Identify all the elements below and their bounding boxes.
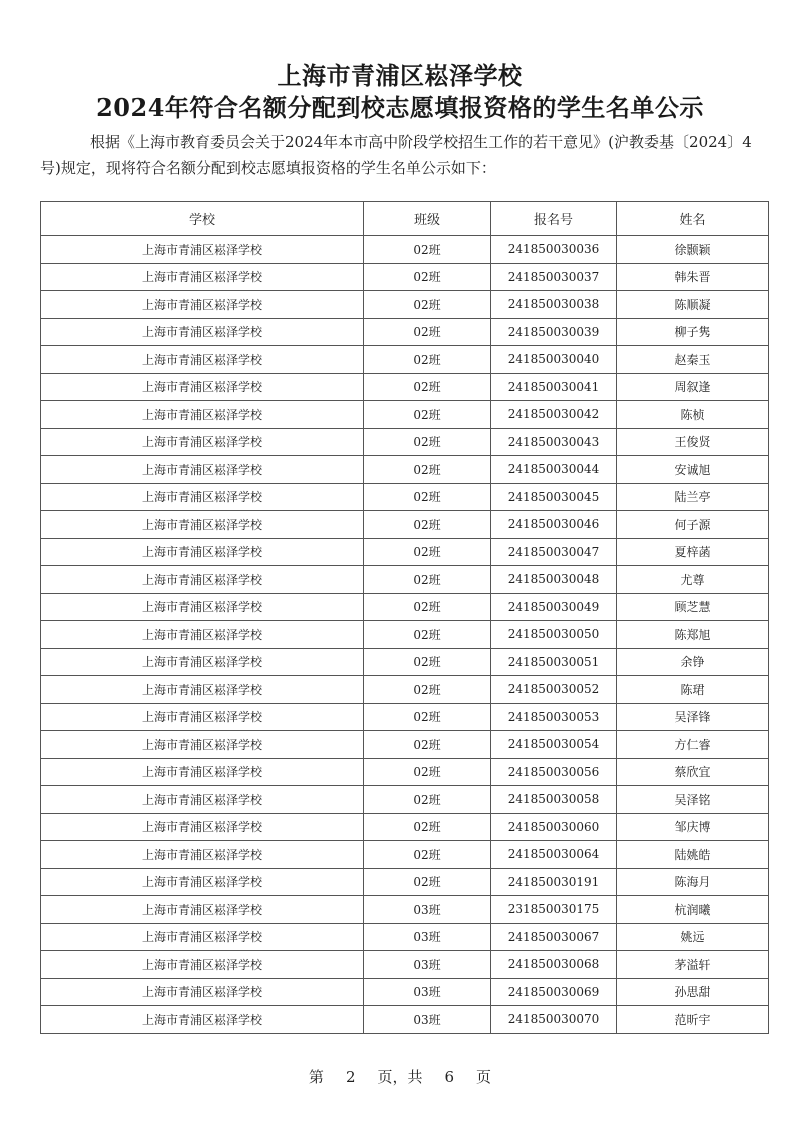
cell-school: 上海市青浦区崧泽学校 (41, 731, 364, 759)
cell-school: 上海市青浦区崧泽学校 (41, 841, 364, 869)
cell-registration-number: 241850030044 (491, 456, 617, 484)
cell-registration-number: 231850030175 (491, 896, 617, 924)
header-registration-number: 报名号 (491, 202, 617, 236)
cell-registration-number: 241850030069 (491, 978, 617, 1006)
cell-school: 上海市青浦区崧泽学校 (41, 236, 364, 264)
student-list-table (40, 201, 769, 1034)
cell-registration-number: 241850030037 (491, 263, 617, 291)
cell-registration-number: 241850030046 (491, 511, 617, 539)
cell-class: 02班 (364, 813, 491, 841)
cell-name: 陆兰亭 (617, 483, 769, 511)
cell-name: 孙思甜 (617, 978, 769, 1006)
cell-class: 03班 (364, 896, 491, 924)
header-name: 姓名 (617, 202, 769, 236)
cell-registration-number: 241850030038 (491, 291, 617, 319)
table-row (41, 318, 769, 346)
cell-school: 上海市青浦区崧泽学校 (41, 566, 364, 594)
page-middle: 页，共 (377, 1068, 423, 1086)
table-row (41, 593, 769, 621)
cell-class: 02班 (364, 511, 491, 539)
table-row (41, 236, 769, 264)
table-row (41, 456, 769, 484)
cell-name: 姚远 (617, 923, 769, 951)
cell-registration-number: 241850030039 (491, 318, 617, 346)
table-row (41, 896, 769, 924)
cell-class: 02班 (364, 428, 491, 456)
table-header-row (41, 202, 769, 236)
table-row (41, 483, 769, 511)
cell-name: 杭润曦 (617, 896, 769, 924)
cell-registration-number: 241850030040 (491, 346, 617, 374)
table-row (41, 428, 769, 456)
table-row (41, 813, 769, 841)
cell-name: 徐颢颖 (617, 236, 769, 264)
cell-registration-number: 241850030050 (491, 621, 617, 649)
cell-registration-number: 241850030036 (491, 236, 617, 264)
cell-school: 上海市青浦区崧泽学校 (41, 951, 364, 979)
cell-school: 上海市青浦区崧泽学校 (41, 511, 364, 539)
cell-name: 赵秦玉 (617, 346, 769, 374)
page-suffix: 页 (476, 1068, 492, 1086)
cell-school: 上海市青浦区崧泽学校 (41, 923, 364, 951)
cell-name: 陈桢 (617, 401, 769, 429)
table-row (41, 511, 769, 539)
cell-registration-number: 241850030045 (491, 483, 617, 511)
cell-registration-number: 241850030191 (491, 868, 617, 896)
document-title: 上海市青浦区崧泽学校 (277, 61, 523, 90)
table-row (41, 1006, 769, 1034)
cell-class: 03班 (364, 1006, 491, 1034)
table-row (41, 758, 769, 786)
cell-name: 陈海月 (617, 868, 769, 896)
cell-registration-number: 241850030042 (491, 401, 617, 429)
cell-name: 韩朱晋 (617, 263, 769, 291)
cell-name: 方仁睿 (617, 731, 769, 759)
cell-registration-number: 241850030056 (491, 758, 617, 786)
cell-class: 02班 (364, 648, 491, 676)
table-row (41, 538, 769, 566)
cell-school: 上海市青浦区崧泽学校 (41, 1006, 364, 1034)
cell-class: 02班 (364, 346, 491, 374)
table-body (41, 236, 769, 1034)
cell-name: 周叙逢 (617, 373, 769, 401)
cell-name: 蔡欣宜 (617, 758, 769, 786)
cell-class: 02班 (364, 868, 491, 896)
cell-name: 安诚旭 (617, 456, 769, 484)
cell-school: 上海市青浦区崧泽学校 (41, 621, 364, 649)
page-current: 2 (345, 1068, 356, 1086)
table-row (41, 401, 769, 429)
cell-class: 02班 (364, 758, 491, 786)
cell-class: 02班 (364, 593, 491, 621)
cell-class: 02班 (364, 318, 491, 346)
table-row (41, 263, 769, 291)
table-row (41, 703, 769, 731)
cell-class: 02班 (364, 676, 491, 704)
cell-school: 上海市青浦区崧泽学校 (41, 318, 364, 346)
cell-class: 03班 (364, 951, 491, 979)
table-row (41, 868, 769, 896)
cell-registration-number: 241850030041 (491, 373, 617, 401)
cell-class: 02班 (364, 538, 491, 566)
table-row (41, 731, 769, 759)
cell-class: 02班 (364, 401, 491, 429)
cell-class: 02班 (364, 236, 491, 264)
cell-school: 上海市青浦区崧泽学校 (41, 786, 364, 814)
cell-registration-number: 241850030052 (491, 676, 617, 704)
table-row (41, 786, 769, 814)
page-footer (0, 1066, 800, 1087)
cell-registration-number: 241850030049 (491, 593, 617, 621)
cell-school: 上海市青浦区崧泽学校 (41, 538, 364, 566)
cell-name: 吴泽铭 (617, 786, 769, 814)
cell-registration-number: 241850030053 (491, 703, 617, 731)
cell-name: 邹庆博 (617, 813, 769, 841)
table-row (41, 373, 769, 401)
table-row (41, 951, 769, 979)
cell-school: 上海市青浦区崧泽学校 (41, 978, 364, 1006)
cell-school: 上海市青浦区崧泽学校 (41, 346, 364, 374)
cell-registration-number: 241850030064 (491, 841, 617, 869)
cell-class: 03班 (364, 923, 491, 951)
cell-name: 范昕宇 (617, 1006, 769, 1034)
cell-name: 尤尊 (617, 566, 769, 594)
cell-class: 02班 (364, 786, 491, 814)
cell-name: 吴泽锋 (617, 703, 769, 731)
cell-registration-number: 241850030058 (491, 786, 617, 814)
cell-class: 02班 (364, 456, 491, 484)
cell-name: 陆姚皓 (617, 841, 769, 869)
cell-school: 上海市青浦区崧泽学校 (41, 676, 364, 704)
table-row (41, 841, 769, 869)
page-total: 6 (444, 1068, 455, 1086)
cell-registration-number: 241850030051 (491, 648, 617, 676)
cell-registration-number: 241850030070 (491, 1006, 617, 1034)
cell-school: 上海市青浦区崧泽学校 (41, 483, 364, 511)
cell-name: 陈郑旭 (617, 621, 769, 649)
cell-class: 02班 (364, 621, 491, 649)
table-row (41, 621, 769, 649)
table-row (41, 566, 769, 594)
cell-registration-number: 241850030067 (491, 923, 617, 951)
cell-school: 上海市青浦区崧泽学校 (41, 868, 364, 896)
cell-name: 柳子隽 (617, 318, 769, 346)
cell-class: 02班 (364, 566, 491, 594)
page-prefix: 第 (308, 1068, 324, 1086)
cell-school: 上海市青浦区崧泽学校 (41, 703, 364, 731)
cell-name: 陈顺凝 (617, 291, 769, 319)
cell-class: 02班 (364, 731, 491, 759)
cell-school: 上海市青浦区崧泽学校 (41, 758, 364, 786)
cell-school: 上海市青浦区崧泽学校 (41, 896, 364, 924)
table-row (41, 648, 769, 676)
cell-school: 上海市青浦区崧泽学校 (41, 456, 364, 484)
cell-registration-number: 241850030060 (491, 813, 617, 841)
cell-class: 02班 (364, 373, 491, 401)
document-subtitle: 2024年符合名额分配到校志愿填报资格的学生名单公示 (96, 93, 704, 122)
cell-name: 余铮 (617, 648, 769, 676)
cell-name: 陈珺 (617, 676, 769, 704)
intro-paragraph: 根据《上海市教育委员会关于2024年本市高中阶段学校招生工作的若干意见》(沪教委基〔2024〕4号)规定，现将符合名额分配到校志愿填报资格的学生名单公示如下： (40, 133, 752, 177)
table-row (41, 676, 769, 704)
table-row (41, 291, 769, 319)
cell-name: 茅溢轩 (617, 951, 769, 979)
cell-school: 上海市青浦区崧泽学校 (41, 263, 364, 291)
cell-school: 上海市青浦区崧泽学校 (41, 648, 364, 676)
cell-school: 上海市青浦区崧泽学校 (41, 593, 364, 621)
cell-class: 02班 (364, 291, 491, 319)
cell-name: 夏梓菡 (617, 538, 769, 566)
cell-school: 上海市青浦区崧泽学校 (41, 401, 364, 429)
cell-school: 上海市青浦区崧泽学校 (41, 813, 364, 841)
cell-school: 上海市青浦区崧泽学校 (41, 428, 364, 456)
cell-class: 02班 (364, 483, 491, 511)
header-class: 班级 (364, 202, 491, 236)
table-row (41, 346, 769, 374)
cell-registration-number: 241850030048 (491, 566, 617, 594)
table-row (41, 978, 769, 1006)
cell-class: 02班 (364, 841, 491, 869)
cell-registration-number: 241850030068 (491, 951, 617, 979)
cell-name: 何子源 (617, 511, 769, 539)
cell-class: 03班 (364, 978, 491, 1006)
cell-school: 上海市青浦区崧泽学校 (41, 291, 364, 319)
cell-registration-number: 241850030054 (491, 731, 617, 759)
cell-school: 上海市青浦区崧泽学校 (41, 373, 364, 401)
cell-class: 02班 (364, 263, 491, 291)
cell-name: 顾芝慧 (617, 593, 769, 621)
cell-registration-number: 241850030047 (491, 538, 617, 566)
cell-registration-number: 241850030043 (491, 428, 617, 456)
table-row (41, 923, 769, 951)
cell-name: 王俊贤 (617, 428, 769, 456)
cell-class: 02班 (364, 703, 491, 731)
header-school: 学校 (41, 202, 364, 236)
